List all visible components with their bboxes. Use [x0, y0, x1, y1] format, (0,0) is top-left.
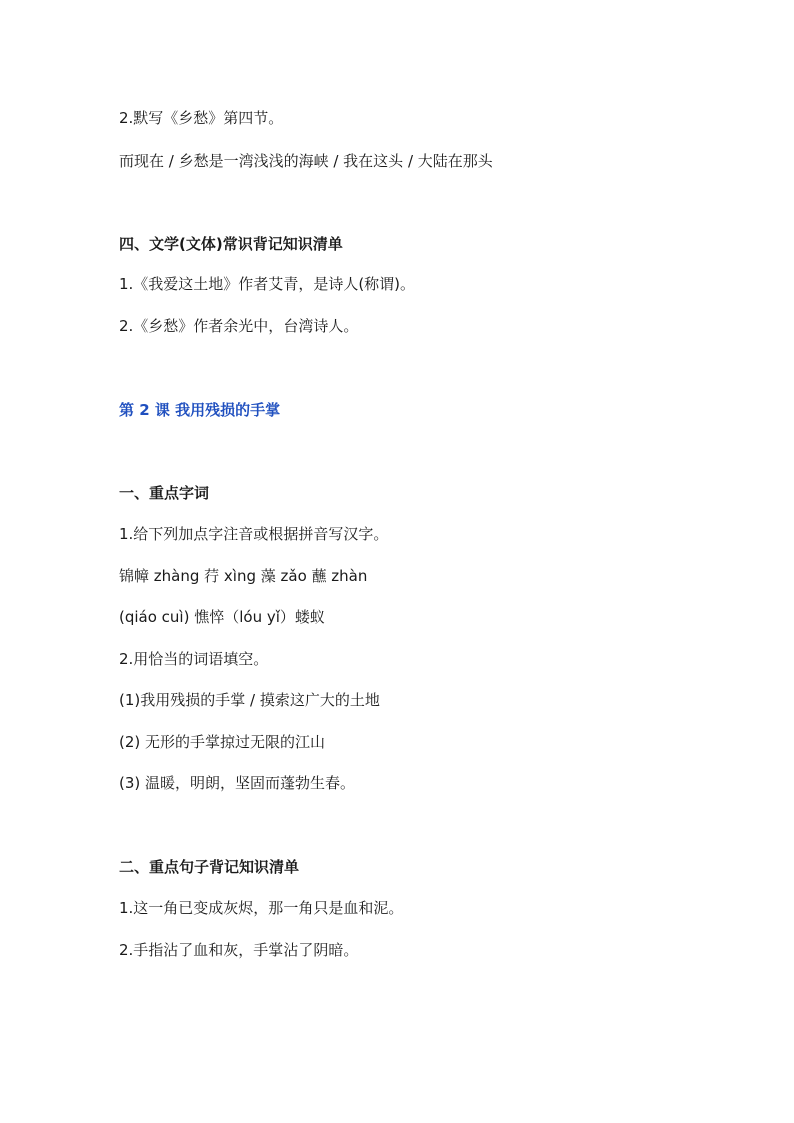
lesson2-part1-heading: 一、重点字词 [119, 484, 210, 502]
section4-heading: 四、文学(文体)常识背记知识清单 [119, 235, 343, 253]
lesson2-part2-item-2: 2.手指沾了血和灰，手掌沾了阴暗。 [119, 941, 359, 959]
lesson2-q2-item-1: (1)我用残损的手掌 / 摸索这广大的土地 [119, 691, 380, 709]
section4-item-1: 1.《我爱这土地》作者艾青，是诗人(称谓)。 [119, 275, 416, 293]
lesson2-q2: 2.用恰当的词语填空。 [119, 650, 269, 668]
lesson2-q2-item-2: (2) 无形的手掌掠过无限的江山 [119, 733, 326, 751]
section4-item-2: 2.《乡愁》作者余光中，台湾诗人。 [119, 317, 359, 335]
lesson2-part2-item-1: 1.这一角已变成灰烬，那一角只是血和泥。 [119, 899, 404, 917]
lesson2-q1-line1: 锦幛 zhàng 荇 xìng 藻 zǎo 蘸 zhàn [119, 567, 368, 585]
lesson2-title: 第 2 课 我用残损的手掌 [119, 401, 281, 419]
lesson2-q1-line2: (qiáo cuì) 憔悴（lóu yǐ）蝼蚁 [119, 608, 325, 626]
lesson2-q2-item-3: (3) 温暖，明朗，坚固而蓬勃生春。 [119, 774, 356, 792]
section3-item2-answer: 而现在 / 乡愁是一湾浅浅的海峡 / 我在这头 / 大陆在那头 [119, 152, 493, 170]
lesson2-part2-heading: 二、重点句子背记知识清单 [119, 858, 300, 876]
section3-item2: 2.默写《乡愁》第四节。 [119, 109, 284, 127]
lesson2-q1: 1.给下列加点字注音或根据拼音写汉字。 [119, 525, 389, 543]
